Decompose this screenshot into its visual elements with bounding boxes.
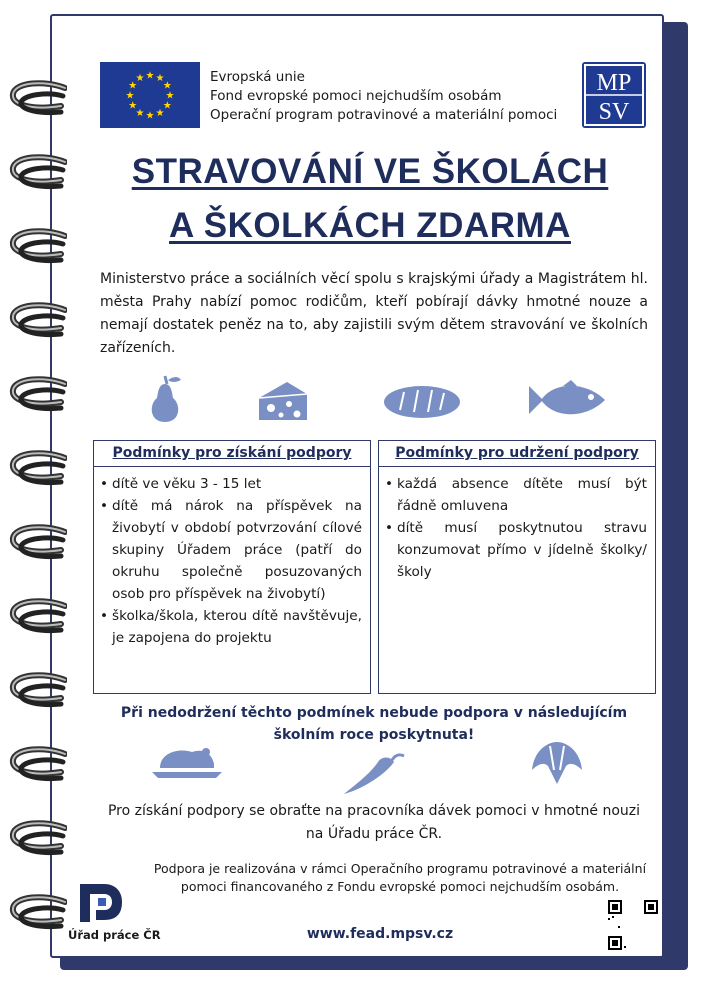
cheese-icon xyxy=(257,378,309,422)
eu-star-icon: ★ xyxy=(155,107,165,119)
list-item: • dítě musí poskytnutou stravu konzumovat přímo v jídelně školky/školy xyxy=(385,517,647,583)
support-text: Podpora je realizována v rámci Operačního programu potravinové a materiální pomoci financovaného z Fondu evropské pomoci nejchudším osobám. xyxy=(153,861,647,894)
spiral-ring-icon xyxy=(5,152,67,194)
fish-icon xyxy=(525,380,607,422)
box-divider xyxy=(94,466,370,467)
list-item: • každá absence dítěte musí být řádně omluvena xyxy=(385,473,647,517)
croissant-icon xyxy=(530,740,584,786)
contact-text: Pro získání podpory se obraťte na pracovníka dávek pomoci v hmotné nouzi na Úřadu práce ČR. xyxy=(107,803,641,842)
mpsv-logo xyxy=(582,62,646,128)
eu-line-3: Operační program potravinové a materiální pomoci xyxy=(210,107,558,123)
eu-star-icon: ★ xyxy=(162,100,172,112)
title-line-2 xyxy=(60,206,680,246)
intro-paragraph xyxy=(100,268,648,360)
spiral-ring-icon xyxy=(5,818,67,860)
bread-icon xyxy=(382,384,462,420)
warning-text: Při nedodržení těchto podmínek nebude podpora v následujícím školním roce poskytnuta! xyxy=(120,705,628,743)
eu-star-icon: ★ xyxy=(128,80,138,92)
eu-star-icon: ★ xyxy=(145,70,155,82)
mpsv-top-text: MP xyxy=(596,70,632,96)
title-line-1-text: STRAVOVÁNÍ VE ŠKOLÁCH xyxy=(131,152,609,191)
urad-prace-label: Úřad práce ČR xyxy=(68,928,161,942)
spiral-ring-icon xyxy=(5,226,67,268)
eu-program-text xyxy=(210,68,557,125)
spiral-ring-icon xyxy=(5,448,67,490)
website-link[interactable]: www.fead.mpsv.cz xyxy=(306,926,454,942)
mpsv-bottom-text: SV xyxy=(598,99,630,125)
roast-chicken-icon xyxy=(150,742,224,782)
eu-star-icon: ★ xyxy=(135,107,145,119)
box-keep-support-title: Podmínky pro udržení podpory xyxy=(395,445,639,461)
spiral-ring-icon xyxy=(5,892,67,934)
spiral-ring-icon xyxy=(5,596,67,638)
pepper-icon xyxy=(340,750,406,798)
eu-line-1: Evropská unie xyxy=(210,69,305,85)
box-get-support-title: Podmínky pro získání podpory xyxy=(112,445,352,461)
box-get-support-list xyxy=(94,473,370,649)
eu-star-icon: ★ xyxy=(145,110,155,122)
box-keep-support-list xyxy=(379,473,655,583)
box-divider xyxy=(379,466,655,467)
pear-icon xyxy=(145,372,185,426)
spiral-ring-icon xyxy=(5,744,67,786)
spiral-ring-icon xyxy=(5,300,67,342)
eu-star-icon: ★ xyxy=(125,90,135,102)
logo-bar xyxy=(100,60,646,130)
eu-star-icon: ★ xyxy=(128,100,138,112)
list-item: • školka/škola, kterou dítě navštěvuje, je zapojena do projektu xyxy=(100,605,362,649)
title-line-1 xyxy=(60,152,680,192)
eu-star-icon: ★ xyxy=(162,80,172,92)
intro-text: Ministerstvo práce a sociálních věcí spolu s krajskými úřady a Magistrátem hl. města Prahy nabízí pomoc rodičům, kteří pobírají dávky hmotné nouze a nemají dostatek peněz na to, aby zajistili svým dětem stravování ve školních zařízeních. xyxy=(100,271,648,356)
list-item: • dítě má nárok na příspěvek na živobytí v období potvrzování cílové skupiny Úřadem práce (patří do okruhu společně posuzovaných osob pro příspěvek na živobytí) xyxy=(100,495,362,605)
box-keep-support xyxy=(378,440,656,694)
eu-star-icon: ★ xyxy=(165,90,175,102)
list-item: • dítě ve věku 3 - 15 let xyxy=(100,473,362,495)
eu-star-icon: ★ xyxy=(155,73,165,85)
spiral-ring-icon xyxy=(5,78,67,120)
spiral-ring-icon xyxy=(5,522,67,564)
eu-flag-icon xyxy=(100,62,200,128)
box-get-support xyxy=(93,440,371,694)
title-line-2-text: A ŠKOLKÁCH ZDARMA xyxy=(169,206,571,245)
spiral-ring-icon xyxy=(5,670,67,712)
eu-line-2: Fond evropské pomoci nejchudším osobám xyxy=(210,88,502,104)
spiral-ring-icon xyxy=(5,374,67,416)
qr-code-icon xyxy=(608,900,658,950)
eu-star-icon: ★ xyxy=(135,73,145,85)
